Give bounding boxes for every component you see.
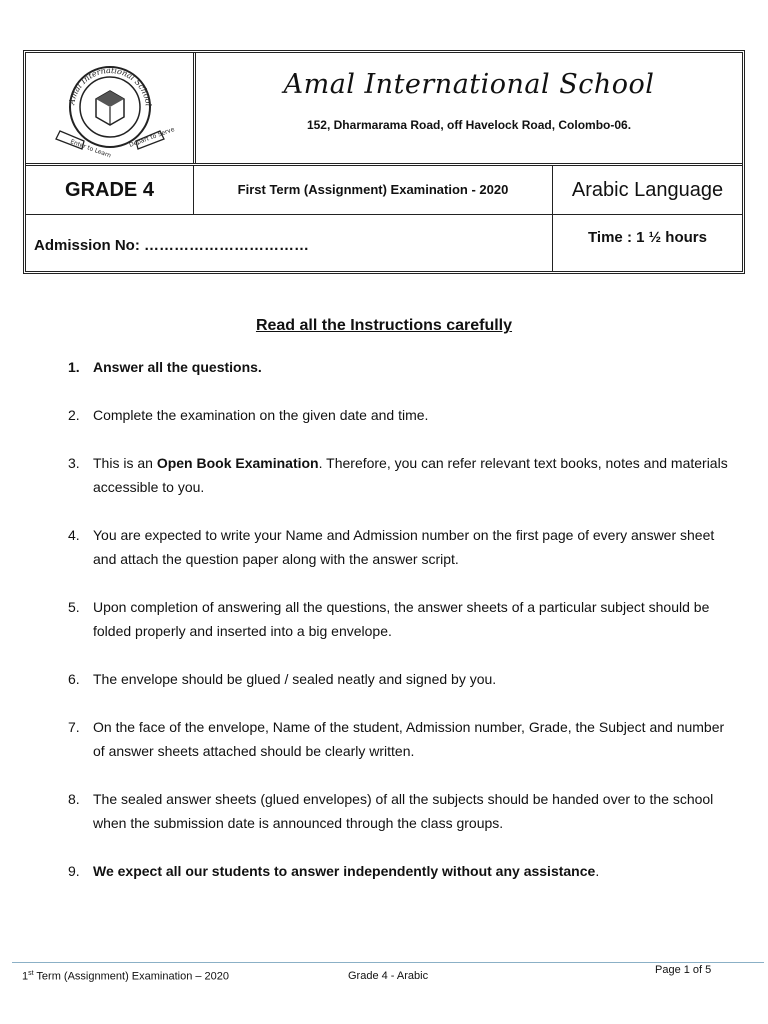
- instruction-item: [68, 715, 728, 763]
- instruction-emphasis: Open Book Examination: [156, 455, 319, 471]
- footer-term-number: 1: [22, 970, 29, 983]
- instruction-number: 5.: [68, 599, 80, 615]
- instruction-text: On the face of the envelope, Name of the student, Admission number, Grade, the Subject and number of answer sheets attached should be clearly written.: [93, 719, 725, 759]
- instruction-number: 9.: [68, 863, 80, 879]
- admission-cell: [26, 215, 553, 271]
- instructions-list: [68, 355, 728, 883]
- instruction-text: The sealed answer sheets (glued envelopes) of all the subjects should be handed over to the school when the submission date is announced through the class groups.: [93, 791, 714, 831]
- svg-text:Amal International School: Amal International School: [67, 65, 153, 107]
- header-row-school: [26, 53, 742, 166]
- svg-text:Depart to Serve: Depart to Serve: [128, 125, 176, 149]
- instruction-number: 1.: [68, 359, 80, 375]
- logo-cell: [26, 53, 196, 163]
- instruction-text: The envelope should be glued / sealed neatly and signed by you.: [93, 671, 497, 687]
- footer-term-suffix: st: [28, 970, 34, 977]
- admission-number-field: Admission No: ……………………………: [34, 237, 310, 254]
- header-row-exam: [26, 166, 742, 215]
- instruction-item: [68, 667, 728, 691]
- footer-term-text: Term (Assignment) Examination – 2020: [33, 970, 230, 983]
- instruction-text: You are expected to write your Name and Admission number on the first page of every answer sheet and attach the question paper along with the answer script.: [93, 527, 715, 567]
- instruction-text: . Therefore, you can refer relevant text books, notes and materials accessible to you.: [93, 455, 728, 495]
- instruction-item: [68, 859, 728, 883]
- instruction-item: [68, 595, 728, 643]
- instruction-number: 8.: [68, 791, 80, 807]
- instruction-item: [68, 787, 728, 835]
- time-allowed: Time : 1 ½ hours: [588, 229, 707, 246]
- school-address: 152, Dharmarama Road, off Havelock Road, Colombo-06.: [306, 118, 632, 132]
- footer-page-number: Page 1 of 5: [655, 964, 712, 976]
- grade-label: GRADE 4: [26, 166, 194, 214]
- instruction-text: Complete the examination on the given date and time.: [93, 407, 429, 423]
- instruction-number: 6.: [68, 671, 80, 687]
- subject-name: Arabic Language: [571, 179, 724, 201]
- instructions-title: Read all the Instructions carefully: [255, 317, 513, 334]
- instruction-number: 7.: [68, 719, 80, 735]
- footer-exam-term: [22, 970, 229, 983]
- instruction-text: .: [595, 863, 600, 879]
- footer-grade-subject: Grade 4 - Arabic: [348, 970, 429, 982]
- instruction-item: [68, 451, 728, 499]
- school-name: Amal International School: [283, 69, 655, 100]
- header-row-admission: [26, 215, 742, 271]
- instruction-text: Upon completion of answering all the questions, the answer sheets of a particular subject should be folded properly and inserted into a big envelope.: [93, 599, 710, 639]
- school-cell: [196, 53, 742, 163]
- instruction-emphasis: We expect all our students to answer independently without any assistance: [93, 863, 596, 879]
- instruction-number: 3.: [68, 455, 80, 471]
- header-table: [23, 50, 745, 274]
- svg-text:Enter to Learn: Enter to Learn: [69, 138, 112, 160]
- footer-divider: [12, 962, 764, 963]
- school-crest-logo: [26, 53, 193, 163]
- exam-title: First Term (Assignment) Examination - 2020: [194, 166, 553, 214]
- instruction-item: [68, 355, 728, 379]
- instruction-item: [68, 403, 728, 427]
- instruction-number: 2.: [68, 407, 80, 423]
- instruction-text: This is an: [93, 455, 157, 471]
- instruction-text: Answer all the questions.: [93, 359, 262, 375]
- instruction-item: [68, 523, 728, 571]
- instruction-number: 4.: [68, 527, 80, 543]
